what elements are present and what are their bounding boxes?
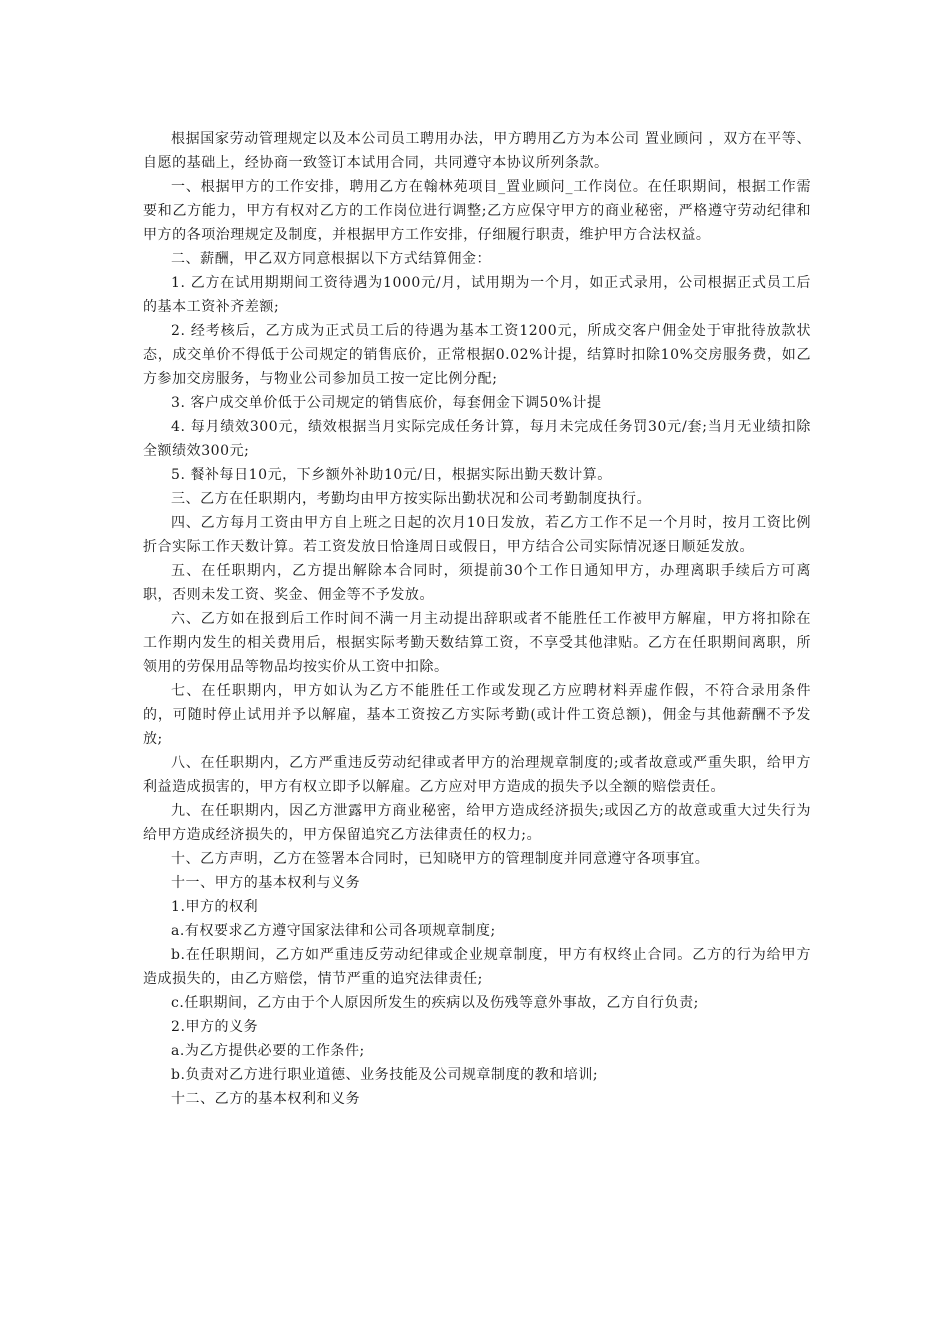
paragraph-intro: 根据国家劳动管理规定以及本公司员工聘用办法，甲方聘用乙方为本公司 置业顾问 ，双方在平等、自愿的基础上，经协商一致签订本试用合同，共同遵守本协议所列条款。 — [143, 131, 811, 171]
paragraph-clause-10: 十、乙方声明，乙方在签署本合同时，已知晓甲方的管理制度并同意遵守各项事宜。 — [171, 851, 710, 867]
paragraph-clause-3: 三、乙方在任职期内，考勤均由甲方按实际出勤状况和公司考勤制度执行。 — [171, 491, 652, 507]
paragraph-clause-11-rights-heading: 1.甲方的权利 — [171, 899, 259, 915]
paragraph-clause-2-item-5: 5. 餐补每日10元，下乡额外补助10元/日，根据实际出勤天数计算。 — [171, 467, 612, 483]
paragraph-clause-9: 九、在任职期内，因乙方泄露甲方商业秘密，给甲方造成经济损失;或因乙方的故意或重大过失行为给甲方造成经济损失的，甲方保留追究乙方法律责任的权力;。 — [143, 803, 811, 843]
paragraph-clause-11-heading: 十一、甲方的基本权利与义务 — [171, 875, 361, 891]
paragraph-clause-4: 四、乙方每月工资由甲方自上班之日起的次月10日发放，若乙方工作不足一个月时，按月工资比例折合实际工作天数计算。若工资发放日恰逢周日或假日，甲方结合公司实际情况逐日顺延发放。 — [143, 515, 811, 555]
paragraph-clause-11-duties-heading: 2.甲方的义务 — [171, 1019, 259, 1035]
paragraph-clause-11-right-c: c.任职期间，乙方由于个人原因所发生的疾病以及伤残等意外事故，乙方自行负责; — [171, 995, 699, 1011]
paragraph-clause-11-duty-a: a.为乙方提供必要的工作条件; — [171, 1043, 365, 1059]
paragraph-clause-11-right-a: a.有权要求乙方遵守国家法律和公司各项规章制度; — [171, 923, 496, 939]
paragraph-clause-2-item-1: 1. 乙方在试用期期间工资待遇为1000元/月，试用期为一个月，如正式录用，公司根据正式员工后的基本工资补齐差额; — [143, 275, 811, 315]
paragraph-clause-2: 二、薪酬，甲乙双方同意根据以下方式结算佣金： — [171, 251, 492, 267]
paragraph-clause-8: 八、在任职期内，乙方严重违反劳动纪律或者甲方的治理规章制度的;或者故意或严重失职，给甲方利益造成损害的，甲方有权立即予以解雇。乙方应对甲方造成的损失予以全额的赔偿责任。 — [143, 755, 811, 795]
paragraph-clause-12-heading: 十二、乙方的基本权利和义务 — [171, 1091, 361, 1107]
paragraph-clause-1: 一、根据甲方的工作安排，聘用乙方在翰林苑项目_置业顾问_工作岗位。在任职期间，根据工作需要和乙方能力，甲方有权对乙方的工作岗位进行调整;乙方应保守甲方的商业秘密，严格遵守劳动纪律和甲方的各项治理规定及制度，并根据甲方工作安排，仔细履行职责，维护甲方合法权益。 — [143, 179, 811, 243]
paragraph-clause-2-item-3: 3. 客户成交单价低于公司规定的销售底价，每套佣金下调50%计提 — [171, 395, 602, 411]
document-body — [143, 127, 811, 1111]
paragraph-clause-2-item-4: 4. 每月绩效300元，绩效根据当月实际完成任务计算，每月未完成任务罚30元/套;当月无业绩扣除全额绩效300元; — [143, 419, 811, 459]
paragraph-clause-7: 七、在任职期内，甲方如认为乙方不能胜任工作或发现乙方应聘材料弄虚作假，不符合录用条件的，可随时停止试用并予以解雇，基本工资按乙方实际考勤(或计件工资总额)，佣金与其他薪酬不予发放; — [143, 683, 811, 747]
paragraph-clause-6: 六、乙方如在报到后工作时间不满一月主动提出辞职或者不能胜任工作被甲方解雇，甲方将扣除在工作期内发生的相关费用后，根据实际考勤天数结算工资，不享受其他津贴。乙方在任职期间离职，所领用的劳保用品等物品均按实价从工资中扣除。 — [143, 611, 811, 675]
paragraph-clause-5: 五、在任职期内，乙方提出解除本合同时，须提前30个工作日通知甲方，办理离职手续后方可离职，否则未发工资、奖金、佣金等不予发放。 — [143, 563, 811, 603]
paragraph-clause-11-right-b: b.在任职期间，乙方如严重违反劳动纪律或企业规章制度，甲方有权终止合同。乙方的行为给甲方造成损失的，由乙方赔偿，情节严重的追究法律责任; — [143, 947, 811, 987]
paragraph-clause-11-duty-b: b.负责对乙方进行职业道德、业务技能及公司规章制度的教和培训; — [171, 1067, 599, 1083]
paragraph-clause-2-item-2: 2. 经考核后，乙方成为正式员工后的待遇为基本工资1200元，所成交客户佣金处于审批待放款状态，成交单价不得低于公司规定的销售底价，正常根据0.02%计提，结算时扣除10%交房服务费，如乙方参加交房服务，与物业公司参加员工按一定比例分配; — [143, 323, 811, 387]
